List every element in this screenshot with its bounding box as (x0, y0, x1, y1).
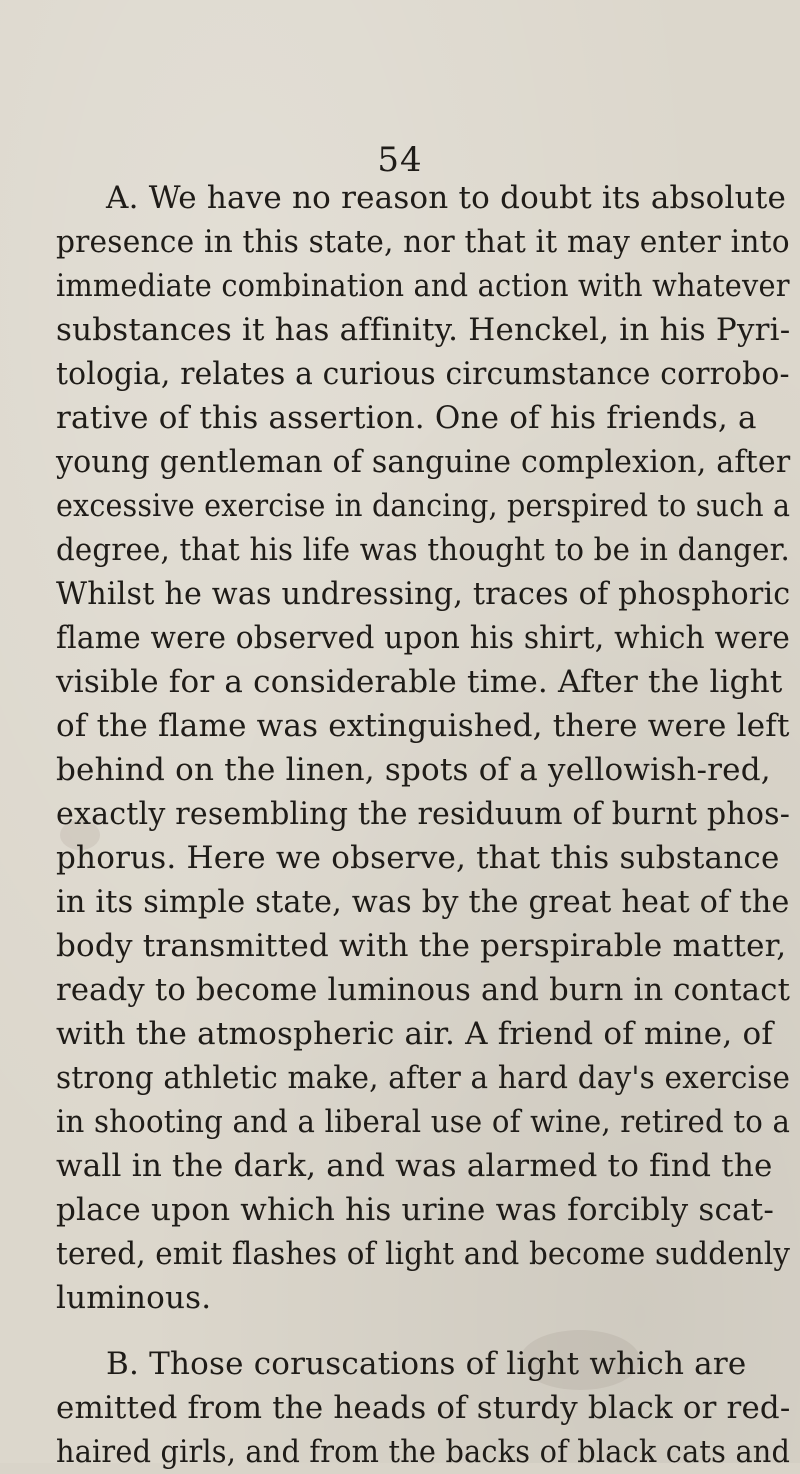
text-line: body transmitted with the perspirable matter, (56, 928, 787, 964)
text-line: in its simple state, was by the great heat of the (56, 884, 790, 920)
text-line: tered, emit flashes of light and become suddenly (56, 1236, 791, 1272)
text-line: substances it has affinity. Henckel, in his Pyri- (56, 312, 791, 348)
text-line: luminous. (56, 1280, 212, 1316)
text-line: presence in this state, nor that it may enter into (56, 224, 790, 260)
text-line: Whilst he was undressing, traces of phosphoric (56, 576, 791, 612)
text-line: rative of this assertion. One of his friends, a (56, 400, 757, 436)
text-line: with the atmospheric air. A friend of mine, of (56, 1016, 773, 1052)
text-line: haired girls, and from the backs of black cats and (56, 1434, 791, 1470)
text-line: flame were observed upon his shirt, which were (56, 620, 791, 656)
text-line: phorus. Here we observe, that this substance (56, 840, 780, 876)
text-line: behind on the linen, spots of a yellowish-red, (56, 752, 771, 788)
text-line: emitted from the heads of sturdy black or red- (56, 1390, 791, 1426)
text-line: strong athletic make, after a hard day's exercise (56, 1060, 791, 1096)
page-number: 54 (377, 140, 423, 180)
text-line: excessive exercise in dancing, perspired to such a (56, 488, 791, 524)
text-line: tologia, relates a curious circumstance corrobo- (56, 356, 790, 392)
text-line: A. We have no reason to doubt its absolute (106, 180, 787, 216)
text-line: degree, that his life was thought to be in danger. (56, 532, 791, 568)
text-line: immediate combination and action with whatever (56, 268, 790, 304)
text-line: wall in the dark, and was alarmed to find the (56, 1148, 773, 1184)
text-line: exactly resembling the residuum of burnt phos- (56, 796, 791, 832)
text-line: B. Those coruscations of light which are (106, 1346, 747, 1382)
text-line: in shooting and a liberal use of wine, retired to a (56, 1104, 791, 1140)
text-line: place upon which his urine was forcibly scat- (56, 1192, 775, 1228)
text-line: ready to become luminous and burn in contact (56, 972, 791, 1008)
text-line: of the flame was extinguished, there were left (56, 708, 790, 744)
text-line: visible for a considerable time. After the light (56, 664, 783, 700)
text-line: young gentleman of sanguine complexion, after (56, 444, 791, 480)
